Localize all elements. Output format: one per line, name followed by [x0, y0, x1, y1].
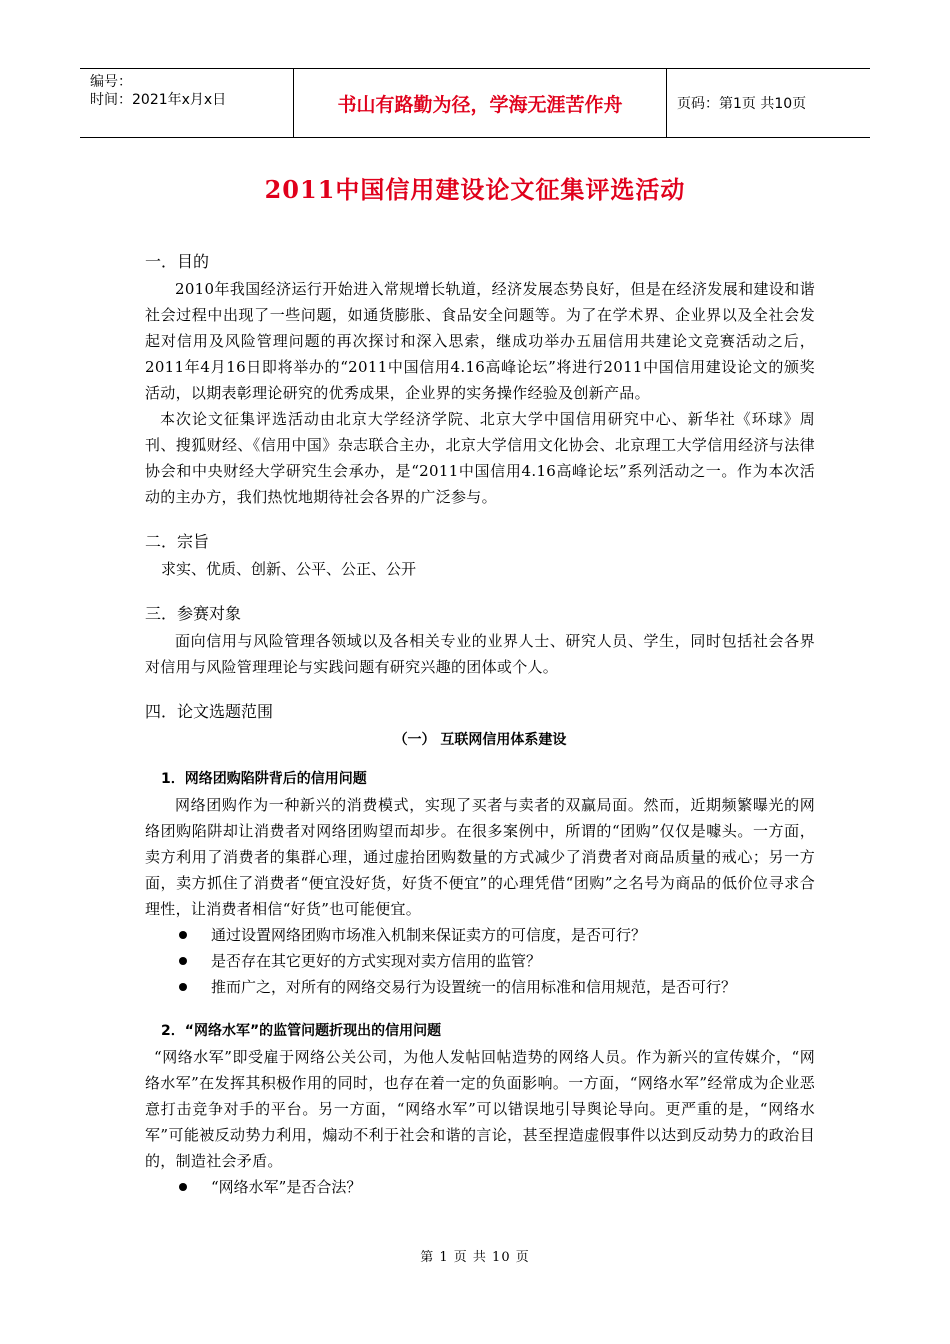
section-heading-principle: 二．宗旨	[145, 532, 210, 551]
list-item: 推而广之，对所有的网络交易行为设置统一的信用标准和信用规范，是否可行？	[145, 974, 815, 1000]
section-heading-purpose: 一．目的	[145, 252, 210, 271]
topic-2-questions	[145, 1174, 815, 1200]
header-motto: 书山有路勤为径，学海无涯苦作舟	[294, 69, 667, 137]
time-label: 时间：2021年x月x日	[90, 92, 227, 108]
bullet-icon	[179, 931, 187, 939]
section-heading-participants: 三．参赛对象	[145, 604, 242, 623]
section-heading-topics: 四．论文选题范围	[145, 702, 274, 721]
page-footer: 第 1 页 共 10 页	[420, 1250, 530, 1265]
topic-1-questions	[145, 922, 815, 1000]
principle-text: 求实、优质、创新、公平、公正、公开	[161, 560, 417, 578]
bullet-icon	[179, 1183, 187, 1191]
header-meta	[80, 69, 294, 137]
purpose-paragraph-1: 2010年我国经济运行开始进入常规增长轨道，经济发展态势良好，但是在经济发展和建设和谐社会过程中出现了一些问题，如通货膨胀、食品安全问题等。为了在学术界、企业界以及全社会发起对信用及风险管理问题的再次探讨和深入思索，继成功举办五届信用共建论文竞赛活动之后，2011年4月16日即将举办的“2011中国信用4.16高峰论坛”将进行2011中国信用建设论文的颁奖活动，以期表彰理论研究的优秀成果，企业界的实务操作经验及创新产品。	[145, 280, 815, 402]
topic-2-title: 2．“网络水军”的监管问题折现出的信用问题	[161, 1023, 442, 1039]
bullet-icon	[179, 957, 187, 965]
bullet-icon	[179, 983, 187, 991]
topic-1-text: 网络团购作为一种新兴的消费模式，实现了买者与卖者的双赢局面。然而，近期频繁曝光的网络团购陷阱却让消费者对网络团购望而却步。在很多案例中，所谓的“团购”仅仅是噱头。一方面，卖方利用了消费者的集群心理，通过虚抬团购数量的方式减少了消费者对商品质量的戒心；另一方面，卖方抓住了消费者“便宜没好货，好货不便宜”的心理凭借“团购”之名号为商品的低价位寻求合理性，让消费者相信“好货”也可能便宜。	[145, 796, 815, 918]
subsection-internet-credit: （一） 互联网信用体系建设	[393, 732, 567, 748]
document-header	[80, 68, 870, 138]
list-item: “网络水军”是否合法？	[145, 1174, 815, 1200]
list-item: 通过设置网络团购市场准入机制来保证卖方的可信度，是否可行？	[145, 922, 815, 948]
topic-2-text: “网络水军”即受雇于网络公关公司，为他人发帖回帖造势的网络人员。作为新兴的宣传媒介，“网络水军”在发挥其积极作用的同时，也存在着一定的负面影响。一方面，“网络水军”经常成为企业恶意打击竞争对手的平台。另一方面，“网络水军”可以错误地引导舆论导向。更严重的是，“网络水军”可能被反动势力利用，煽动不利于社会和谐的言论，甚至捏造虚假事件以达到反动势力的政治目的，制造社会矛盾。	[145, 1048, 815, 1170]
header-page-code: 页码：第1页 共10页	[677, 96, 807, 112]
document-body	[145, 248, 815, 1200]
purpose-paragraph-2: 本次论文征集评选活动由北京大学经济学院、北京大学中国信用研究中心、新华社《环球》周刊、搜狐财经、《信用中国》杂志联合主办，北京大学信用文化协会、北京理工大学信用经济与法律协会和中央财经大学研究生会承办，是“2011中国信用4.16高峰论坛”系列活动之一。作为本次活动的主办方，我们热忱地期待社会各界的广泛参与。	[145, 410, 815, 506]
document-title: 2011中国信用建设论文征集评选活动	[264, 175, 686, 204]
topic-1-title: 1．网络团购陷阱背后的信用问题	[161, 771, 367, 787]
participants-text: 面向信用与风险管理各领域以及各相关专业的业界人士、研究人员、学生，同时包括社会各界对信用与风险管理理论与实践问题有研究兴趣的团体或个人。	[145, 632, 815, 676]
list-item: 是否存在其它更好的方式实现对卖方信用的监管？	[145, 948, 815, 974]
number-label: 编号：	[90, 74, 132, 90]
